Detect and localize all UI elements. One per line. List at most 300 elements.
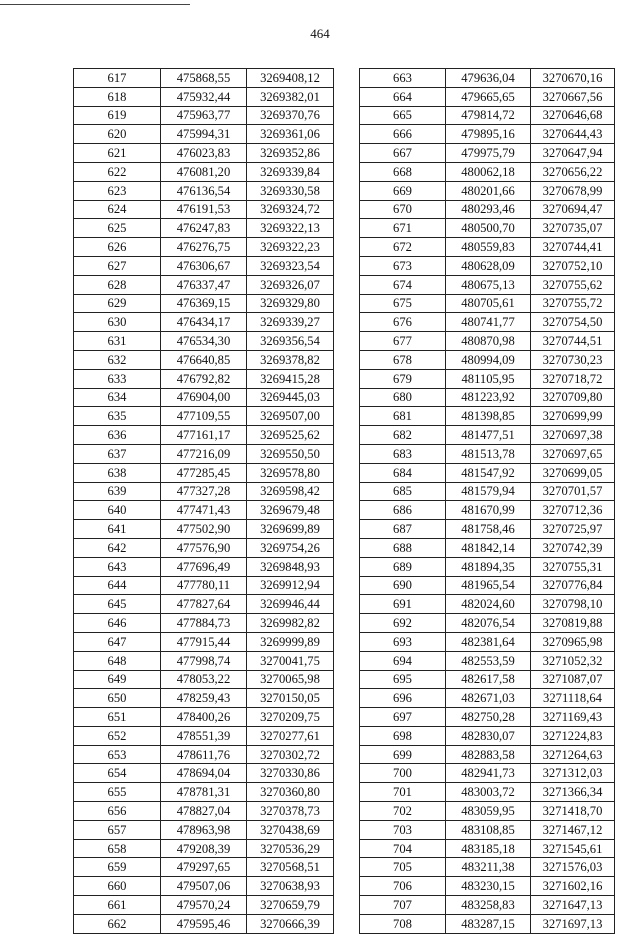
- point-number-cell: 648: [74, 651, 161, 670]
- table-row: [74, 407, 334, 426]
- point-number-cell: 636: [74, 426, 161, 445]
- x-coordinate-cell: 479665,65: [446, 87, 531, 106]
- point-number-cell: 700: [360, 764, 446, 783]
- point-number-cell: 703: [360, 820, 446, 839]
- y-coordinate-cell: 3271366,34: [531, 783, 615, 802]
- point-number-cell: 647: [74, 632, 161, 651]
- y-coordinate-cell: 3269946,44: [247, 595, 334, 614]
- point-number-cell: 653: [74, 745, 161, 764]
- table-row: [74, 501, 334, 520]
- x-coordinate-cell: 477998,74: [161, 651, 247, 670]
- point-number-cell: 667: [360, 144, 446, 163]
- table-row: [360, 651, 615, 670]
- table-row: [360, 632, 615, 651]
- y-coordinate-cell: 3270667,56: [531, 87, 615, 106]
- point-number-cell: 639: [74, 482, 161, 501]
- y-coordinate-cell: 3270699,05: [531, 463, 615, 482]
- x-coordinate-cell: 481398,85: [446, 407, 531, 426]
- table-row: [360, 275, 615, 294]
- x-coordinate-cell: 477696,49: [161, 557, 247, 576]
- y-coordinate-cell: 3270965,98: [531, 632, 615, 651]
- y-coordinate-cell: 3270776,84: [531, 576, 615, 595]
- y-coordinate-cell: 3269322,13: [247, 219, 334, 238]
- y-coordinate-cell: 3270666,39: [247, 914, 334, 933]
- point-number-cell: 662: [74, 914, 161, 933]
- point-number-cell: 673: [360, 256, 446, 275]
- y-coordinate-cell: 3271467,12: [531, 820, 615, 839]
- x-coordinate-cell: 480201,66: [446, 181, 531, 200]
- y-coordinate-cell: 3269578,80: [247, 463, 334, 482]
- y-coordinate-cell: 3270150,05: [247, 689, 334, 708]
- y-coordinate-cell: 3270277,61: [247, 726, 334, 745]
- x-coordinate-cell: 476369,15: [161, 294, 247, 313]
- y-coordinate-cell: 3270798,10: [531, 595, 615, 614]
- point-number-cell: 685: [360, 482, 446, 501]
- y-coordinate-cell: 3269329,80: [247, 294, 334, 313]
- x-coordinate-cell: 478611,76: [161, 745, 247, 764]
- y-coordinate-cell: 3270718,72: [531, 369, 615, 388]
- y-coordinate-cell: 3270730,23: [531, 350, 615, 369]
- x-coordinate-cell: 478400,26: [161, 708, 247, 727]
- y-coordinate-cell: 3270646,68: [531, 106, 615, 125]
- point-number-cell: 660: [74, 877, 161, 896]
- table-row: [360, 482, 615, 501]
- table-row: [360, 501, 615, 520]
- y-coordinate-cell: 3270697,65: [531, 444, 615, 463]
- table-row: [74, 576, 334, 595]
- table-row: [360, 125, 615, 144]
- table-row: [360, 783, 615, 802]
- x-coordinate-cell: 483258,83: [446, 896, 531, 915]
- point-number-cell: 626: [74, 238, 161, 257]
- y-coordinate-cell: 3269848,93: [247, 557, 334, 576]
- point-number-cell: 634: [74, 388, 161, 407]
- table-row: [360, 839, 615, 858]
- point-number-cell: 643: [74, 557, 161, 576]
- coordinates-table-left: [73, 68, 334, 934]
- table-row: [360, 256, 615, 275]
- x-coordinate-cell: 476247,83: [161, 219, 247, 238]
- point-number-cell: 632: [74, 350, 161, 369]
- x-coordinate-cell: 477471,43: [161, 501, 247, 520]
- y-coordinate-cell: 3270744,51: [531, 332, 615, 351]
- point-number-cell: 622: [74, 162, 161, 181]
- point-number-cell: 635: [74, 407, 161, 426]
- point-number-cell: 641: [74, 520, 161, 539]
- table-row: [360, 576, 615, 595]
- table-row: [360, 557, 615, 576]
- point-number-cell: 666: [360, 125, 446, 144]
- y-coordinate-cell: 3270378,73: [247, 802, 334, 821]
- point-number-cell: 672: [360, 238, 446, 257]
- y-coordinate-cell: 3270638,93: [247, 877, 334, 896]
- y-coordinate-cell: 3269525,62: [247, 426, 334, 445]
- x-coordinate-cell: 477915,44: [161, 632, 247, 651]
- point-number-cell: 654: [74, 764, 161, 783]
- point-number-cell: 707: [360, 896, 446, 915]
- point-number-cell: 633: [74, 369, 161, 388]
- point-number-cell: 650: [74, 689, 161, 708]
- x-coordinate-cell: 478694,04: [161, 764, 247, 783]
- point-number-cell: 693: [360, 632, 446, 651]
- x-coordinate-cell: 480741,77: [446, 313, 531, 332]
- table-row: [74, 294, 334, 313]
- point-number-cell: 677: [360, 332, 446, 351]
- y-coordinate-cell: 3270697,38: [531, 426, 615, 445]
- x-coordinate-cell: 480705,61: [446, 294, 531, 313]
- point-number-cell: 646: [74, 614, 161, 633]
- y-coordinate-cell: 3269326,07: [247, 275, 334, 294]
- point-number-cell: 661: [74, 896, 161, 915]
- y-coordinate-cell: 3269679,48: [247, 501, 334, 520]
- point-number-cell: 676: [360, 313, 446, 332]
- x-coordinate-cell: 476306,67: [161, 256, 247, 275]
- table-row: [74, 144, 334, 163]
- table-row: [74, 238, 334, 257]
- coordinates-table-right: [359, 68, 615, 934]
- x-coordinate-cell: 481579,94: [446, 482, 531, 501]
- point-number-cell: 683: [360, 444, 446, 463]
- table-row: [360, 87, 615, 106]
- x-coordinate-cell: 479895,16: [446, 125, 531, 144]
- y-coordinate-cell: 3269322,23: [247, 238, 334, 257]
- y-coordinate-cell: 3271545,61: [531, 839, 615, 858]
- x-coordinate-cell: 481223,92: [446, 388, 531, 407]
- point-number-cell: 702: [360, 802, 446, 821]
- point-number-cell: 691: [360, 595, 446, 614]
- table-row: [360, 69, 615, 88]
- y-coordinate-cell: 3270819,88: [531, 614, 615, 633]
- x-coordinate-cell: 481477,51: [446, 426, 531, 445]
- table-row: [74, 332, 334, 351]
- table-row: [360, 820, 615, 839]
- x-coordinate-cell: 481105,95: [446, 369, 531, 388]
- table-row: [74, 670, 334, 689]
- x-coordinate-cell: 483059,95: [446, 802, 531, 821]
- point-number-cell: 631: [74, 332, 161, 351]
- x-coordinate-cell: 482941,73: [446, 764, 531, 783]
- x-coordinate-cell: 478053,22: [161, 670, 247, 689]
- y-coordinate-cell: 3270742,39: [531, 538, 615, 557]
- point-number-cell: 674: [360, 275, 446, 294]
- table-row: [360, 520, 615, 539]
- y-coordinate-cell: 3269912,94: [247, 576, 334, 595]
- table-row: [360, 858, 615, 877]
- point-number-cell: 694: [360, 651, 446, 670]
- x-coordinate-cell: 479975,79: [446, 144, 531, 163]
- point-number-cell: 623: [74, 181, 161, 200]
- x-coordinate-cell: 477161,17: [161, 426, 247, 445]
- table-row: [360, 294, 615, 313]
- x-coordinate-cell: 476534,30: [161, 332, 247, 351]
- x-coordinate-cell: 480870,98: [446, 332, 531, 351]
- y-coordinate-cell: 3271576,03: [531, 858, 615, 877]
- y-coordinate-cell: 3269598,42: [247, 482, 334, 501]
- x-coordinate-cell: 476023,83: [161, 144, 247, 163]
- y-coordinate-cell: 3269324,72: [247, 200, 334, 219]
- table-row: [74, 275, 334, 294]
- point-number-cell: 692: [360, 614, 446, 633]
- x-coordinate-cell: 479636,04: [446, 69, 531, 88]
- y-coordinate-cell: 3269382,01: [247, 87, 334, 106]
- table-row: [74, 839, 334, 858]
- x-coordinate-cell: 480293,46: [446, 200, 531, 219]
- x-coordinate-cell: 477285,45: [161, 463, 247, 482]
- y-coordinate-cell: 3271418,70: [531, 802, 615, 821]
- table-row: [74, 914, 334, 933]
- point-number-cell: 678: [360, 350, 446, 369]
- y-coordinate-cell: 3270302,72: [247, 745, 334, 764]
- point-number-cell: 705: [360, 858, 446, 877]
- x-coordinate-cell: 482381,64: [446, 632, 531, 651]
- y-coordinate-cell: 3271052,32: [531, 651, 615, 670]
- y-coordinate-cell: 3270568,51: [247, 858, 334, 877]
- x-coordinate-cell: 483230,15: [446, 877, 531, 896]
- table-row: [360, 388, 615, 407]
- table-row: [74, 463, 334, 482]
- table-row: [74, 820, 334, 839]
- y-coordinate-cell: 3270694,47: [531, 200, 615, 219]
- table-row: [360, 350, 615, 369]
- table-row: [360, 219, 615, 238]
- point-number-cell: 651: [74, 708, 161, 727]
- x-coordinate-cell: 482617,58: [446, 670, 531, 689]
- x-coordinate-cell: 483211,38: [446, 858, 531, 877]
- table-row: [360, 914, 615, 933]
- x-coordinate-cell: 483185,18: [446, 839, 531, 858]
- table-row: [74, 125, 334, 144]
- y-coordinate-cell: 3271087,07: [531, 670, 615, 689]
- x-coordinate-cell: 483003,72: [446, 783, 531, 802]
- y-coordinate-cell: 3269356,54: [247, 332, 334, 351]
- y-coordinate-cell: 3269330,58: [247, 181, 334, 200]
- x-coordinate-cell: 483108,85: [446, 820, 531, 839]
- x-coordinate-cell: 482076,54: [446, 614, 531, 633]
- x-coordinate-cell: 481842,14: [446, 538, 531, 557]
- point-number-cell: 617: [74, 69, 161, 88]
- y-coordinate-cell: 3269339,84: [247, 162, 334, 181]
- x-coordinate-cell: 481513,78: [446, 444, 531, 463]
- table-row: [74, 557, 334, 576]
- x-coordinate-cell: 478551,39: [161, 726, 247, 745]
- table-row: [74, 162, 334, 181]
- point-number-cell: 628: [74, 275, 161, 294]
- table-row: [360, 726, 615, 745]
- y-coordinate-cell: 3269378,82: [247, 350, 334, 369]
- x-coordinate-cell: 483287,15: [446, 914, 531, 933]
- point-number-cell: 659: [74, 858, 161, 877]
- point-number-cell: 708: [360, 914, 446, 933]
- table-row: [74, 181, 334, 200]
- y-coordinate-cell: 3269323,54: [247, 256, 334, 275]
- table-row: [74, 87, 334, 106]
- x-coordinate-cell: 476191,53: [161, 200, 247, 219]
- y-coordinate-cell: 3270670,16: [531, 69, 615, 88]
- x-coordinate-cell: 475868,55: [161, 69, 247, 88]
- table-row: [360, 369, 615, 388]
- x-coordinate-cell: 476337,47: [161, 275, 247, 294]
- point-number-cell: 697: [360, 708, 446, 727]
- point-number-cell: 669: [360, 181, 446, 200]
- table-row: [360, 708, 615, 727]
- y-coordinate-cell: 3271312,03: [531, 764, 615, 783]
- table-row: [74, 595, 334, 614]
- table-row: [360, 877, 615, 896]
- y-coordinate-cell: 3270744,41: [531, 238, 615, 257]
- table-row: [74, 219, 334, 238]
- table-row: [74, 256, 334, 275]
- x-coordinate-cell: 477327,28: [161, 482, 247, 501]
- table-row: [360, 144, 615, 163]
- point-number-cell: 658: [74, 839, 161, 858]
- table-row: [74, 783, 334, 802]
- x-coordinate-cell: 475994,31: [161, 125, 247, 144]
- point-number-cell: 629: [74, 294, 161, 313]
- y-coordinate-cell: 3270644,43: [531, 125, 615, 144]
- point-number-cell: 644: [74, 576, 161, 595]
- y-coordinate-cell: 3270754,50: [531, 313, 615, 332]
- table-row: [360, 162, 615, 181]
- y-coordinate-cell: 3270699,99: [531, 407, 615, 426]
- point-number-cell: 696: [360, 689, 446, 708]
- y-coordinate-cell: 3270438,69: [247, 820, 334, 839]
- x-coordinate-cell: 479814,72: [446, 106, 531, 125]
- y-coordinate-cell: 3269699,89: [247, 520, 334, 539]
- point-number-cell: 668: [360, 162, 446, 181]
- point-number-cell: 686: [360, 501, 446, 520]
- x-coordinate-cell: 477780,11: [161, 576, 247, 595]
- x-coordinate-cell: 482671,03: [446, 689, 531, 708]
- table-row: [360, 764, 615, 783]
- y-coordinate-cell: 3270536,29: [247, 839, 334, 858]
- x-coordinate-cell: 482883,58: [446, 745, 531, 764]
- point-number-cell: 706: [360, 877, 446, 896]
- x-coordinate-cell: 479595,46: [161, 914, 247, 933]
- y-coordinate-cell: 3269507,00: [247, 407, 334, 426]
- point-number-cell: 688: [360, 538, 446, 557]
- point-number-cell: 701: [360, 783, 446, 802]
- table-row: [74, 200, 334, 219]
- x-coordinate-cell: 476792,82: [161, 369, 247, 388]
- x-coordinate-cell: 480675,13: [446, 275, 531, 294]
- point-number-cell: 698: [360, 726, 446, 745]
- y-coordinate-cell: 3270209,75: [247, 708, 334, 727]
- point-number-cell: 679: [360, 369, 446, 388]
- table-row: [360, 238, 615, 257]
- point-number-cell: 657: [74, 820, 161, 839]
- table-row: [74, 106, 334, 125]
- point-number-cell: 695: [360, 670, 446, 689]
- table-row: [360, 181, 615, 200]
- x-coordinate-cell: 477216,09: [161, 444, 247, 463]
- y-coordinate-cell: 3270755,62: [531, 275, 615, 294]
- y-coordinate-cell: 3270735,07: [531, 219, 615, 238]
- point-number-cell: 681: [360, 407, 446, 426]
- point-number-cell: 630: [74, 313, 161, 332]
- point-number-cell: 655: [74, 783, 161, 802]
- y-coordinate-cell: 3271264,63: [531, 745, 615, 764]
- x-coordinate-cell: 475932,44: [161, 87, 247, 106]
- point-number-cell: 621: [74, 144, 161, 163]
- y-coordinate-cell: 3271118,64: [531, 689, 615, 708]
- point-number-cell: 665: [360, 106, 446, 125]
- x-coordinate-cell: 482553,59: [446, 651, 531, 670]
- point-number-cell: 656: [74, 802, 161, 821]
- table-row: [74, 313, 334, 332]
- x-coordinate-cell: 476434,17: [161, 313, 247, 332]
- table-row: [74, 745, 334, 764]
- x-coordinate-cell: 481758,46: [446, 520, 531, 539]
- y-coordinate-cell: 3270752,10: [531, 256, 615, 275]
- y-coordinate-cell: 3269982,82: [247, 614, 334, 633]
- y-coordinate-cell: 3270041,75: [247, 651, 334, 670]
- y-coordinate-cell: 3271697,13: [531, 914, 615, 933]
- table-row: [360, 614, 615, 633]
- point-number-cell: 619: [74, 106, 161, 125]
- point-number-cell: 690: [360, 576, 446, 595]
- table-row: [74, 708, 334, 727]
- table-row: [74, 877, 334, 896]
- y-coordinate-cell: 3270360,80: [247, 783, 334, 802]
- y-coordinate-cell: 3269370,76: [247, 106, 334, 125]
- y-coordinate-cell: 3270712,36: [531, 501, 615, 520]
- x-coordinate-cell: 477827,64: [161, 595, 247, 614]
- point-number-cell: 704: [360, 839, 446, 858]
- table-row: [74, 482, 334, 501]
- point-number-cell: 637: [74, 444, 161, 463]
- x-coordinate-cell: 476081,20: [161, 162, 247, 181]
- x-coordinate-cell: 475963,77: [161, 106, 247, 125]
- table-row: [74, 444, 334, 463]
- x-coordinate-cell: 476904,00: [161, 388, 247, 407]
- y-coordinate-cell: 3269754,26: [247, 538, 334, 557]
- point-number-cell: 684: [360, 463, 446, 482]
- table-row: [360, 332, 615, 351]
- point-number-cell: 627: [74, 256, 161, 275]
- table-row: [74, 689, 334, 708]
- y-coordinate-cell: 3269445,03: [247, 388, 334, 407]
- x-coordinate-cell: 480500,70: [446, 219, 531, 238]
- point-number-cell: 649: [74, 670, 161, 689]
- y-coordinate-cell: 3270725,97: [531, 520, 615, 539]
- y-coordinate-cell: 3269415,28: [247, 369, 334, 388]
- y-coordinate-cell: 3271169,43: [531, 708, 615, 727]
- x-coordinate-cell: 480628,09: [446, 256, 531, 275]
- y-coordinate-cell: 3270659,79: [247, 896, 334, 915]
- x-coordinate-cell: 479507,06: [161, 877, 247, 896]
- table-row: [360, 802, 615, 821]
- y-coordinate-cell: 3269408,12: [247, 69, 334, 88]
- x-coordinate-cell: 482024,60: [446, 595, 531, 614]
- y-coordinate-cell: 3271647,13: [531, 896, 615, 915]
- y-coordinate-cell: 3270656,22: [531, 162, 615, 181]
- table-row: [74, 651, 334, 670]
- point-number-cell: 638: [74, 463, 161, 482]
- point-number-cell: 663: [360, 69, 446, 88]
- point-number-cell: 670: [360, 200, 446, 219]
- x-coordinate-cell: 477109,55: [161, 407, 247, 426]
- table-row: [74, 538, 334, 557]
- table-row: [74, 614, 334, 633]
- y-coordinate-cell: 3270065,98: [247, 670, 334, 689]
- x-coordinate-cell: 481670,99: [446, 501, 531, 520]
- y-coordinate-cell: 3271602,16: [531, 877, 615, 896]
- x-coordinate-cell: 477576,90: [161, 538, 247, 557]
- point-number-cell: 645: [74, 595, 161, 614]
- table-row: [74, 632, 334, 651]
- x-coordinate-cell: 479570,24: [161, 896, 247, 915]
- x-coordinate-cell: 479208,39: [161, 839, 247, 858]
